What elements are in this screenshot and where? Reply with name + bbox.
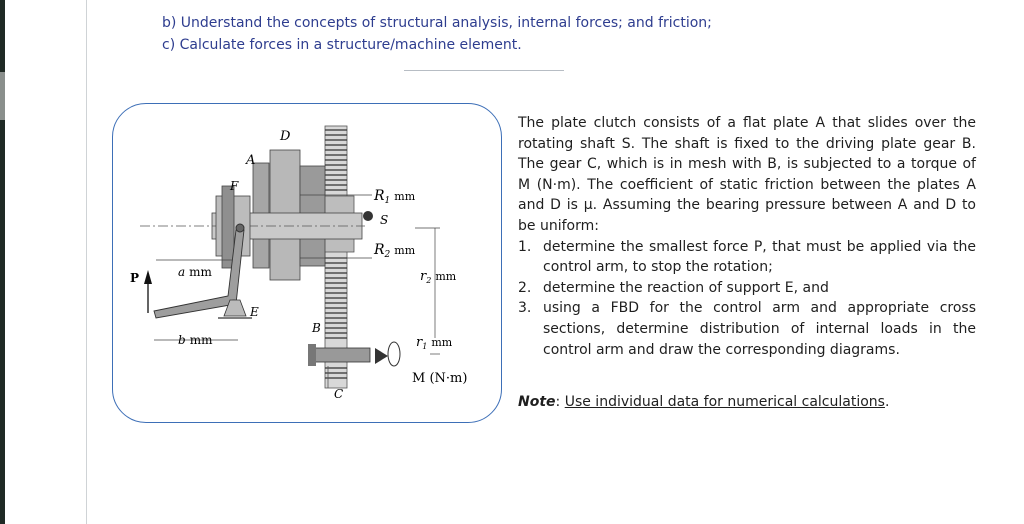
label-e: E: [250, 305, 259, 319]
note-label: Note: [518, 394, 556, 410]
label-s: S: [380, 213, 389, 227]
label-r2-big: $R_2$ $^{mm}$: [374, 242, 416, 260]
clutch-figure: [120, 108, 480, 408]
task-item-1: 1. determine the smallest force P, that must be applied via the control arm, to stop the rotation;: [518, 238, 976, 276]
task-list: [518, 237, 976, 361]
gear-c: [308, 342, 400, 388]
note-text: Use individual data for numerical calculations: [564, 394, 885, 410]
label-p: P: [130, 271, 140, 285]
window-left-edge: [0, 0, 5, 524]
problem-intro: The plate clutch consists of a flat plate A that slides over the rotating shaft S. The shaft is fixed to the driving plate gear B. The gear C, which is in mesh with B, is subjected to a torque of M (N·m). The coefficient of static friction between the plates A and D is μ. Assuming the bearing pressure between A and D to be uniform:: [518, 115, 976, 234]
force-p-arrow: [144, 270, 152, 313]
divider: [404, 70, 564, 71]
objective-c: c) Calculate forces in a structure/machine element.: [162, 37, 522, 53]
task-item-3: 3. using a FBD for the control arm and appropriate cross sections, determine distribution of internal loads in the control arm and draw the corresponding diagrams.: [518, 300, 976, 358]
label-r2-small: $r_2$ $^{mm}$: [420, 269, 457, 285]
label-r1-big: $R_1$ $^{mm}$: [374, 188, 416, 206]
label-c: C: [334, 387, 344, 401]
problem-statement: [518, 113, 976, 360]
note: Note: Use individual data for numerical calculations.: [518, 394, 890, 410]
task-item-2: 2. determine the reaction of support E, and: [518, 279, 829, 296]
label-a: A: [246, 153, 256, 168]
label-r1-small: $r_1$ $^{mm}$: [416, 335, 453, 351]
label-f: F: [230, 179, 239, 193]
label-b-gear: B: [312, 321, 321, 335]
objective-b: b) Understand the concepts of structural analysis, internal forces; and friction;: [162, 15, 712, 31]
edge-tab: [0, 72, 5, 120]
label-d: D: [280, 129, 291, 144]
label-a-dim: a mm: [178, 265, 212, 279]
page-border: [86, 0, 87, 524]
label-b-dim: b mm: [178, 333, 213, 347]
label-torque: M (N·m): [412, 371, 468, 386]
